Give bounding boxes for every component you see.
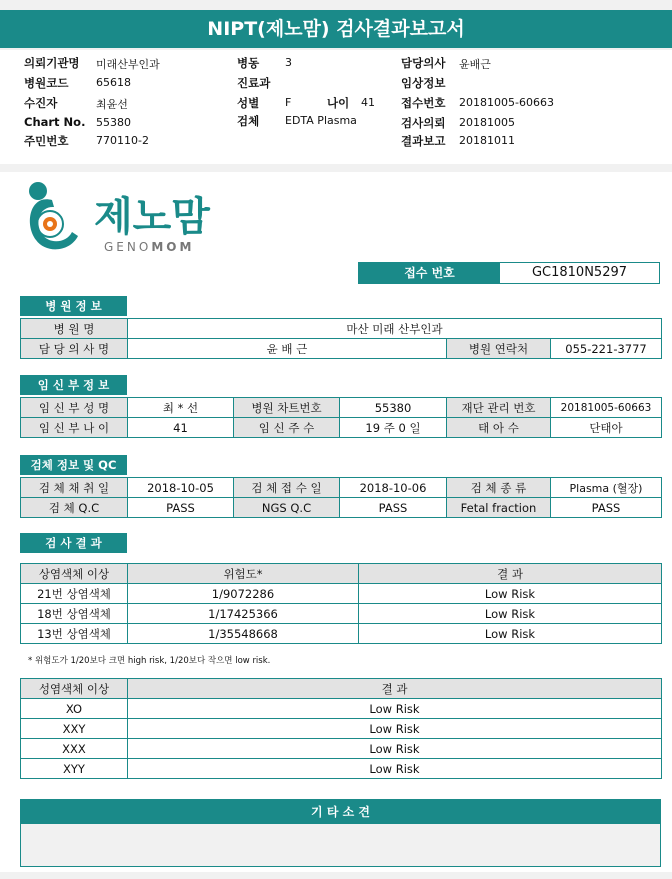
receipt-value: 20181005-60663 <box>459 96 554 109</box>
request-label: 검사의뢰 <box>401 116 446 130</box>
ngs-qc-value: PASS <box>340 498 447 518</box>
patient-value: 최윤선 <box>96 98 128 111</box>
ngs-qc-label: NGS Q.C <box>234 498 340 518</box>
rrn-label: 주민번호 <box>24 134 69 148</box>
gestation-weeks-value: 19 주 0 일 <box>340 418 447 438</box>
specimen-info-title: 검체 정보 및 QC <box>20 455 127 475</box>
doctor-name-value: 윤 배 근 <box>128 339 447 359</box>
hospital-code-value: 65618 <box>96 76 131 89</box>
doctor-name-label: 담 당 의 사 명 <box>21 339 128 359</box>
logo-english-bold: MOM <box>151 240 195 254</box>
chromosome-name: 13번 상염색체 <box>21 624 128 644</box>
report-date-label: 결과보고 <box>401 134 446 148</box>
rrn-value: 770110-2 <box>96 134 149 147</box>
sex-header-abnormality: 성염색체 이상 <box>21 679 128 699</box>
specimen-info-table <box>20 477 662 518</box>
report-date-value: 20181011 <box>459 134 515 147</box>
table-row <box>21 604 662 624</box>
karyotype-name: XXX <box>21 739 128 759</box>
risk-value: 1/9072286 <box>128 584 359 604</box>
result-value: Low Risk <box>128 699 662 719</box>
table-row <box>21 584 662 604</box>
results-header-result: 결 과 <box>359 564 662 584</box>
receipt-number-label: 접수 번호 <box>359 263 500 283</box>
fetus-count-value: 단태아 <box>551 418 662 438</box>
pregnant-age-value: 41 <box>128 418 234 438</box>
results-title: 검 사 결 과 <box>20 533 127 553</box>
request-header <box>0 50 672 164</box>
report-title: NIPT(제노맘) 검사결과보고서 <box>0 10 672 48</box>
hospital-info-title: 병 원 정 보 <box>20 296 127 316</box>
karyotype-name: XXY <box>21 719 128 739</box>
karyotype-name: XYY <box>21 759 128 779</box>
genomom-logo <box>22 180 237 260</box>
table-row <box>21 719 662 739</box>
specimen-label: 검체 <box>237 114 260 128</box>
specimen-type-label: 검 체 종 류 <box>447 478 551 498</box>
fetal-fraction-label: Fetal fraction <box>447 498 551 518</box>
specimen-qc-label: 검 체 Q.C <box>21 498 128 518</box>
chart-number-value: 55380 <box>340 398 447 418</box>
specimen-qc-value: PASS <box>128 498 234 518</box>
specimen-type-value: Plasma (혈장) <box>551 478 662 498</box>
receive-date-value: 2018-10-06 <box>340 478 447 498</box>
result-value: Low Risk <box>359 604 662 624</box>
sex-label: 성별 <box>237 96 260 110</box>
receipt-label: 접수번호 <box>401 96 446 110</box>
pregnant-age-label: 임 신 부 나 이 <box>21 418 128 438</box>
pregnant-name-label: 임 신 부 성 명 <box>21 398 128 418</box>
chromosome-name: 18번 상염색체 <box>21 604 128 624</box>
doctor-label: 담당의사 <box>401 56 446 70</box>
results-header-risk: 위험도* <box>128 564 359 584</box>
clinical-label: 임상정보 <box>401 76 446 90</box>
ward-label: 병동 <box>237 56 260 70</box>
collect-date-value: 2018-10-05 <box>128 478 234 498</box>
age-label: 나이 <box>327 96 350 110</box>
result-value: Low Risk <box>128 759 662 779</box>
remarks-title: 기 타 소 견 <box>21 800 660 824</box>
patient-info-title: 임 신 부 정 보 <box>20 375 127 395</box>
remarks-box <box>20 799 661 867</box>
dept-label: 진료과 <box>237 76 271 90</box>
logo-korean: 제노맘 <box>94 194 210 240</box>
patient-info-table <box>20 397 662 438</box>
receipt-number-box <box>358 262 660 284</box>
patient-label: 수진자 <box>24 96 58 110</box>
collect-date-label: 검 체 채 취 일 <box>21 478 128 498</box>
table-row <box>21 624 662 644</box>
report-sheet <box>0 172 672 872</box>
request-value: 20181005 <box>459 116 515 129</box>
result-value: Low Risk <box>359 624 662 644</box>
management-number-label: 재단 관리 번호 <box>447 398 551 418</box>
specimen-value: EDTA Plasma <box>285 114 357 127</box>
risk-value: 1/17425366 <box>128 604 359 624</box>
karyotype-name: XO <box>21 699 128 719</box>
receive-date-label: 검 체 접 수 일 <box>234 478 340 498</box>
table-row <box>21 759 662 779</box>
results-header-autosome: 상염색체 이상 <box>21 564 128 584</box>
age-value: 41 <box>361 96 375 109</box>
chart-number-label: 병원 차트번호 <box>234 398 340 418</box>
sex-header-result: 결 과 <box>128 679 662 699</box>
table-row <box>21 739 662 759</box>
pregnant-name-value: 최 * 선 <box>128 398 234 418</box>
management-number-value: 20181005-60663 <box>551 398 662 418</box>
result-value: Low Risk <box>128 719 662 739</box>
institution-label: 의뢰기관명 <box>24 56 80 70</box>
risk-footnote: * 위험도가 1/20보다 크면 high risk, 1/20보다 작으면 low risk. <box>28 656 271 666</box>
hospital-contact-value: 055-221-3777 <box>551 339 662 359</box>
svg-text:GENOMOM <box>104 240 194 254</box>
table-row <box>21 699 662 719</box>
hospital-contact-label: 병원 연락처 <box>447 339 551 359</box>
institution-value: 미래산부인과 <box>96 58 160 71</box>
hospital-name-value: 마산 미래 산부인과 <box>128 319 662 339</box>
risk-value: 1/35548668 <box>128 624 359 644</box>
doctor-value: 윤배근 <box>459 58 491 71</box>
result-value: Low Risk <box>359 584 662 604</box>
hospital-name-label: 병 원 명 <box>21 319 128 339</box>
sex-chromosome-results-table <box>20 678 662 779</box>
ward-value: 3 <box>285 56 292 69</box>
chart-no-label: Chart No. <box>24 115 86 129</box>
chart-no-value: 55380 <box>96 116 131 129</box>
autosome-results-table <box>20 563 662 644</box>
hospital-code-label: 병원코드 <box>24 76 69 90</box>
chromosome-name: 21번 상염색체 <box>21 584 128 604</box>
fetus-count-label: 태 아 수 <box>447 418 551 438</box>
sex-value: F <box>285 96 292 109</box>
receipt-number-value: GC1810N5297 <box>531 265 628 280</box>
result-value: Low Risk <box>128 739 662 759</box>
fetal-fraction-value: PASS <box>551 498 662 518</box>
gestation-weeks-label: 임 신 주 수 <box>234 418 340 438</box>
logo-english-light: GENO <box>104 240 152 254</box>
hospital-info-table <box>20 318 662 359</box>
